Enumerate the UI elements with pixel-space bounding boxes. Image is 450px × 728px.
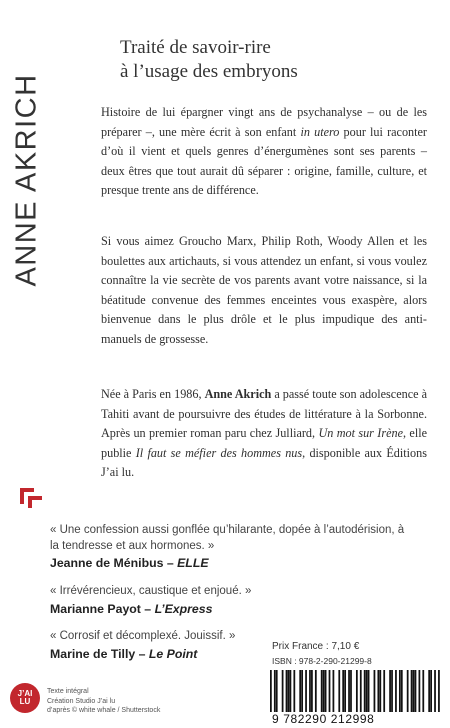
cover-credits [47, 687, 160, 716]
logo-line-2: LU [19, 697, 31, 706]
bio-text: Née à Paris en 1986, [101, 387, 205, 401]
summary-paragraph-1 [101, 103, 427, 201]
credit-line-3: d’après © white whale / Shutterstock [47, 707, 161, 714]
bio-text: a passé toute son adolescence à Tahiti avant de poursuivre des études de littérature à la Sorbonne. Après un premier roman paru chez Julliard, [101, 387, 427, 441]
author-bio [101, 385, 427, 483]
logo-line-1: J’AI [17, 689, 33, 698]
book-title-line-1: Traité de savoir-rire [120, 37, 271, 58]
barcode-digits: 9 782290 212998 [266, 712, 448, 726]
price-label: Prix France : 7,10 € [272, 641, 360, 652]
quote-publication: Le Point [148, 646, 198, 661]
author-name-spine [8, 30, 46, 330]
isbn-label: ISBN : 978-2-290-21299-8 [272, 656, 372, 666]
summary-italic: in utero [300, 124, 340, 139]
credit-line-2: Création Studio J’ai lu [47, 697, 116, 705]
press-quote-1 [50, 523, 410, 572]
press-quote-2 [50, 584, 410, 618]
quote-text: « Irrévérencieux, caustique et enjoué. » [50, 585, 252, 597]
quote-author: Marianne Payot – [50, 601, 155, 616]
summary-paragraph-2: Si vous aimez Groucho Marx, Philip Roth, Woody Allen et les boulettes aux artichauts, si vous attendez un enfant, si vous voulez connaître la vie secrète de vos parents avant votre naissance, si la béatitude convenue des femmes enceintes vous exaspère, alors bienvenue dans le plus drôle et le plus impudique des anti-manuels de grossesse. [101, 234, 427, 346]
quote-publication: ELLE [177, 556, 209, 570]
quote-text: « Une confession aussi gonflée qu’hilarante, dopée à l’autodérision, à la tendresse et aux hormones. » [50, 524, 405, 552]
credit-line-1: Texte intégral [47, 688, 89, 695]
bio-author-name: Anne Akrich [204, 387, 272, 401]
quote-author: Jeanne de Ménibus – [50, 556, 178, 570]
summary-text: pour lui raconter d’où il vient et quels genres d’énergumènes sont ses parents – deux êtres que tout aurait dû séparer : origine, famille, culture, et presque trente ans de différence. [101, 124, 427, 198]
publisher-logo [10, 683, 40, 713]
quote-publication: L’Express [154, 601, 213, 616]
bio-text: , disponible aux Éditions J’ai lu. [101, 445, 427, 480]
quote-source [50, 555, 410, 572]
quote-source [50, 601, 410, 618]
author-name-text: ANNE AKRICH [10, 73, 43, 287]
bio-book-title: Il faut se méfier des hommes nus [135, 445, 303, 460]
quote-text: « Corrosif et décomplexé. Jouissif. » [50, 630, 236, 642]
book-title-line-2: à l’usage des embryons [120, 61, 298, 82]
red-corner-mark-icon [20, 488, 42, 508]
book-title [120, 36, 420, 84]
summary-text: Histoire de lui épargner vingt ans de psychanalyse – ou de les préparer –, une mère écrit à son enfant [101, 105, 427, 139]
bio-text: , elle publie [101, 426, 427, 460]
quote-author: Marine de Tilly – [50, 646, 149, 661]
bio-book-title: Un mot sur Irène [318, 426, 403, 441]
